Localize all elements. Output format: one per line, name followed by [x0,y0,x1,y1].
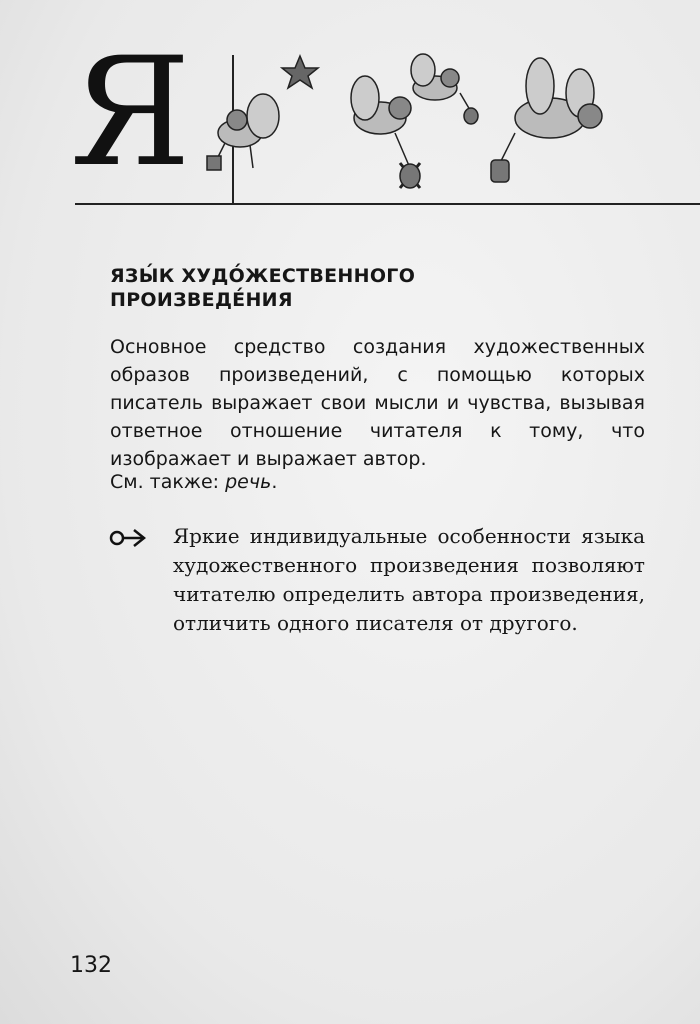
note-pointer-icon [108,526,152,550]
see-also-label: См. также: [110,471,220,493]
star-icon [282,56,318,88]
entry-title-line-1: ЯЗЫ́К ХУДО́ЖЕСТВЕННОГО [110,265,416,287]
page-number: 132 [70,953,112,978]
fairy-figure-2 [351,76,420,188]
entry-title [110,264,530,312]
entry-definition: Основное средство создания художественных образов произведений, с помощью которых писатель выражает свои мысли и чувства, вызывая ответное отношение читателя к тому, что изображает и выражает автор. [110,336,645,470]
entry-note: Яркие индивидуальные особенности языка художественного произведения позволяют читателю определить автора произведения, отличить одного писателя от другого. [173,524,645,635]
see-also [110,468,645,496]
section-letter: Я [70,26,192,200]
entry-title-line-2: ПРОИЗВЕДЕ́НИЯ [110,289,293,311]
fairies-illustration [195,48,645,198]
header-rule [75,203,700,205]
fairy-figure-1 [207,94,279,170]
see-also-term: речь [225,471,272,493]
see-also-end: . [271,471,278,493]
fairy-figure-3 [411,54,478,124]
fairy-figure-4 [491,58,602,182]
